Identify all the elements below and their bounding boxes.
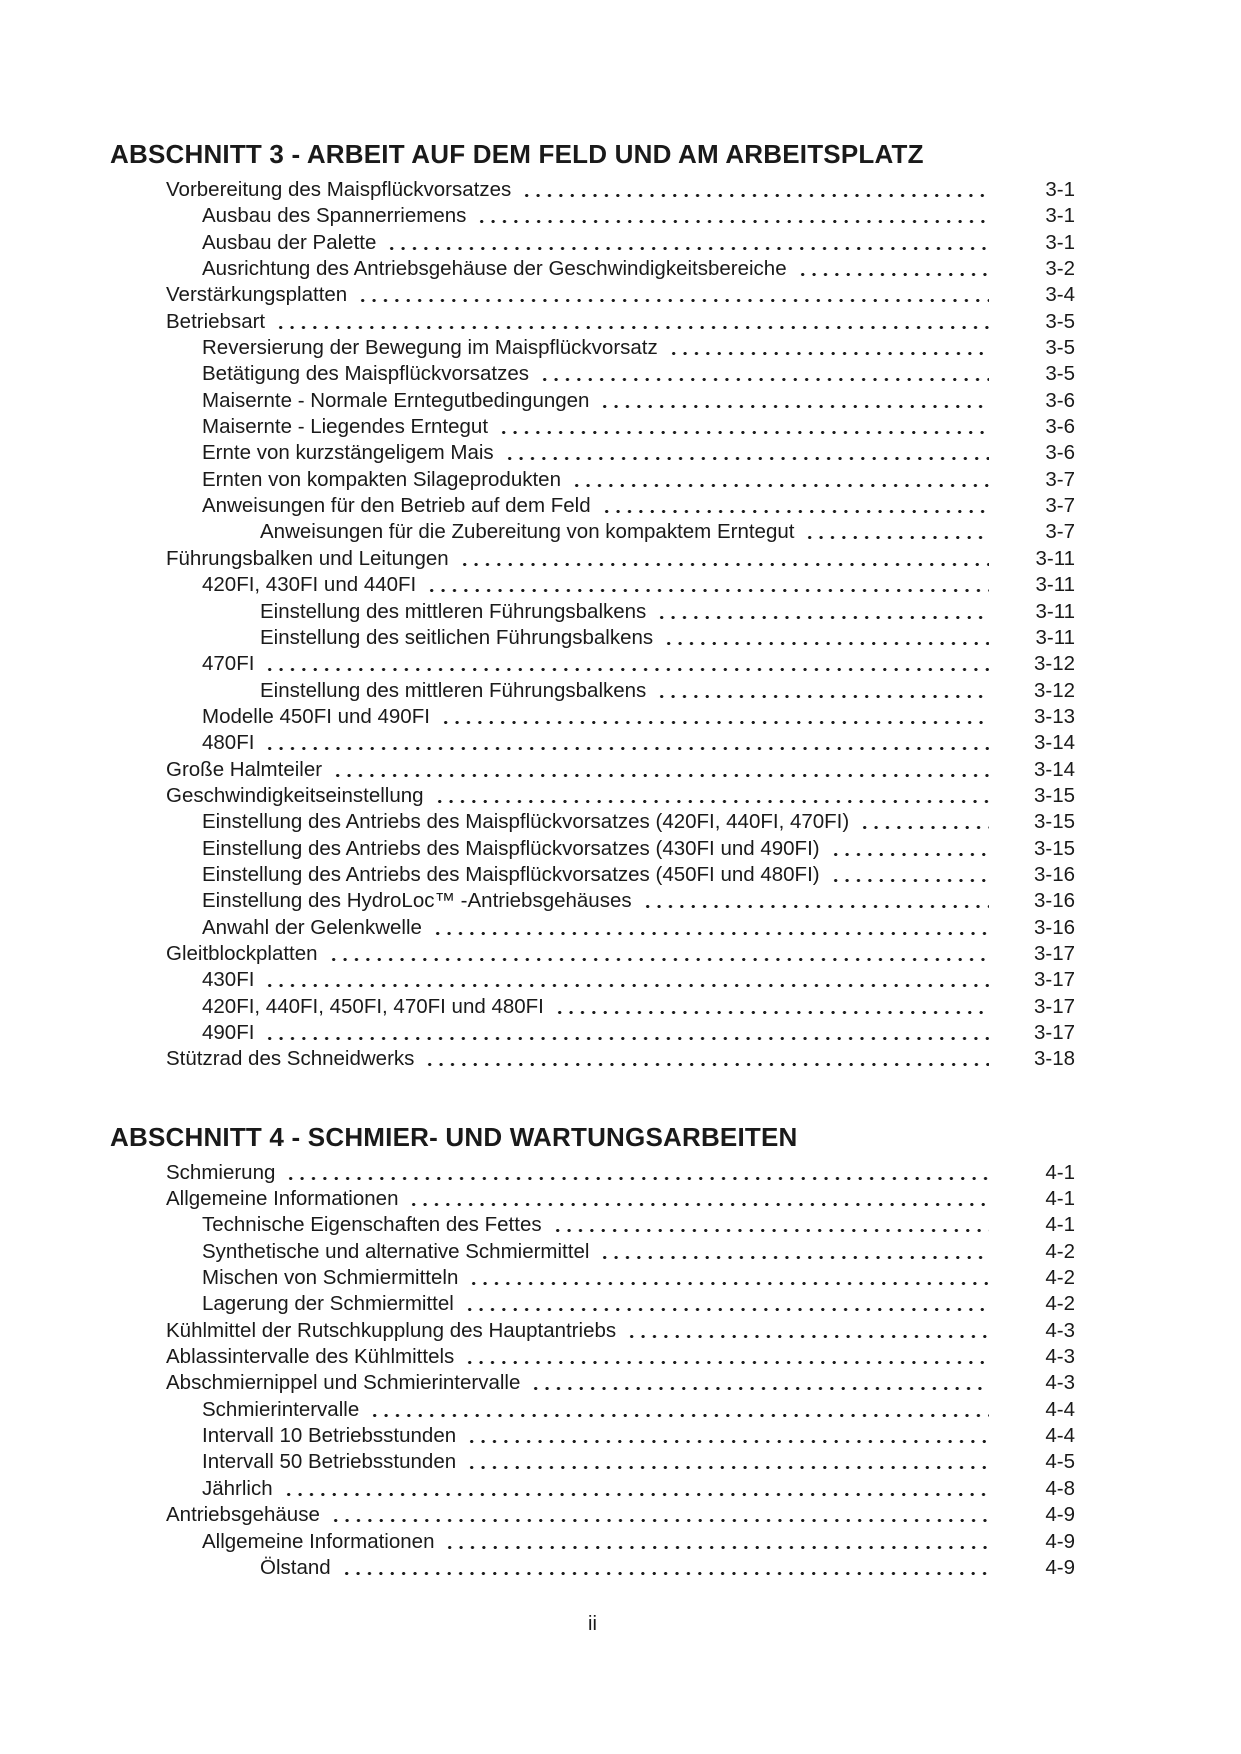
- toc-entry: [110, 230, 1075, 256]
- toc-entry: [110, 203, 1075, 229]
- toc-entry-page: 4-3: [1045, 1345, 1075, 1369]
- dot-leader: [803, 519, 989, 545]
- toc-entry-label: Ausrichtung des Antriebsgehäuse der Geschwindigkeitsbereiche: [202, 257, 787, 281]
- toc-entry-label: Jährlich: [202, 1476, 273, 1500]
- dot-leader: [329, 1502, 989, 1528]
- dot-leader: [425, 572, 989, 598]
- toc-entry-label: Einstellung des Antriebs des Maispflückvorsatzes (430FI und 490FI): [202, 836, 820, 860]
- toc-entry: [110, 335, 1075, 361]
- toc-entry-label: Anwahl der Gelenkwelle: [202, 915, 422, 939]
- dot-leader: [284, 1160, 989, 1186]
- toc-entry-page: 3-14: [1033, 731, 1075, 755]
- toc-entry-label: 420FI, 430FI und 440FI: [202, 573, 417, 597]
- toc-entry-page: 4-9: [1045, 1529, 1075, 1553]
- dot-leader: [463, 1344, 989, 1370]
- toc-entry-page: 4-9: [1045, 1555, 1075, 1579]
- dot-leader: [439, 704, 989, 730]
- toc-entry-label: Einstellung des mittleren Führungsbalkens: [260, 678, 647, 702]
- toc-entry-page: 3-17: [1033, 994, 1075, 1018]
- toc-entry-label: Einstellung des seitlichen Führungsbalkens: [260, 625, 654, 649]
- toc-entry-label: Abschmiernippel und Schmierintervalle: [166, 1371, 521, 1395]
- dot-leader: [475, 203, 989, 229]
- toc-entry-label: 490FI: [202, 1021, 255, 1044]
- toc-entry-page: 3-1: [1045, 204, 1075, 228]
- toc-entry: [110, 1370, 1075, 1396]
- toc-entry-label: 480FI: [202, 731, 255, 755]
- toc-entry-label: Ölstand: [260, 1555, 331, 1579]
- toc-entry-page: 3-7: [1045, 467, 1075, 491]
- toc-entry-label: Einstellung des HydroLoc™ -Antriebsgehäuses: [202, 889, 632, 913]
- toc-entry: [110, 1212, 1075, 1238]
- toc-entry-page: 3-13: [1033, 704, 1075, 728]
- toc-entry-page: 3-12: [1033, 678, 1075, 702]
- toc-entry-page: 3-18: [1033, 1047, 1075, 1071]
- toc-entry: [110, 493, 1075, 519]
- toc-entry-label: Einstellung des mittleren Führungsbalkens: [260, 599, 647, 623]
- toc-entry-page: 3-15: [1033, 783, 1075, 807]
- toc-entry-page: 3-5: [1045, 336, 1075, 360]
- toc-entry: [110, 519, 1075, 545]
- toc-entry: [110, 836, 1075, 862]
- dot-leader: [368, 1397, 989, 1423]
- dot-leader: [263, 730, 989, 756]
- toc-sections: [110, 138, 1075, 1581]
- toc-entry: [110, 1265, 1075, 1291]
- toc-entry-page: 3-4: [1045, 283, 1075, 307]
- toc-entry-page: 3-7: [1045, 520, 1075, 544]
- dot-leader: [520, 177, 989, 203]
- toc-entry: [110, 1046, 1075, 1072]
- dot-leader: [356, 282, 989, 308]
- toc-entry: [110, 783, 1075, 809]
- toc-entry: [110, 967, 1075, 993]
- toc-entry-label: Antriebsgehäuse: [166, 1503, 320, 1527]
- toc-entry: [110, 361, 1075, 387]
- toc-entry-list: [110, 1160, 1075, 1582]
- toc-entry-label: Kühlmittel der Rutschkupplung des Hauptantriebs: [166, 1318, 617, 1342]
- dot-leader: [655, 678, 989, 704]
- toc-entry-page: 4-9: [1045, 1503, 1075, 1527]
- toc-entry-label: Stützrad des Schneidwerks: [166, 1047, 415, 1071]
- toc-entry-label: Ausbau der Palette: [202, 230, 377, 254]
- toc-entry: [110, 1020, 1075, 1046]
- dot-leader: [340, 1555, 989, 1581]
- dot-leader: [598, 1239, 989, 1265]
- toc-entry: [110, 309, 1075, 335]
- toc-entry-page: 4-2: [1045, 1266, 1075, 1290]
- toc-entry-label: Einstellung des Antriebs des Maispflückvorsatzes (450FI und 480FI): [202, 862, 820, 886]
- dot-leader: [503, 440, 989, 466]
- toc-entry-label: Betätigung des Maispflückvorsatzes: [202, 362, 530, 386]
- dot-leader: [829, 836, 989, 862]
- toc-entry: [110, 757, 1075, 783]
- toc-entry: [110, 1291, 1075, 1317]
- dot-leader: [263, 1020, 989, 1046]
- dot-leader: [327, 941, 989, 967]
- toc-entry-page: 4-2: [1045, 1292, 1075, 1316]
- toc-entry: [110, 1318, 1075, 1344]
- dot-leader: [463, 1291, 989, 1317]
- toc-entry-label: Vorbereitung des Maispflückvorsatzes: [166, 178, 512, 201]
- toc-entry-page: 4-2: [1045, 1239, 1075, 1263]
- toc-entry-page: 3-1: [1045, 230, 1075, 254]
- toc-entry-label: Synthetische und alternative Schmiermittel: [202, 1239, 590, 1263]
- toc-entry-label: Intervall 50 Betriebsstunden: [202, 1450, 457, 1474]
- dot-leader: [829, 862, 989, 888]
- dot-leader: [598, 388, 989, 414]
- toc-entry-label: Gleitblockplatten: [166, 941, 318, 965]
- toc-entry: [110, 1529, 1075, 1555]
- toc-entry: [110, 1423, 1075, 1449]
- toc-section: [110, 1121, 1075, 1582]
- toc-entry-page: 3-12: [1033, 652, 1075, 676]
- toc-entry-label: 420FI, 440FI, 450FI, 470FI und 480FI: [202, 994, 544, 1018]
- toc-entry-page: 4-1: [1045, 1213, 1075, 1237]
- dot-leader: [274, 309, 989, 335]
- toc-entry-label: Anweisungen für den Betrieb auf dem Feld: [202, 494, 591, 518]
- toc-entry-label: Modelle 450FI und 490FI: [202, 704, 430, 728]
- toc-entry: [110, 915, 1075, 941]
- toc-entry-page: 4-4: [1045, 1424, 1075, 1448]
- toc-entry-page: 4-4: [1045, 1397, 1075, 1421]
- toc-entry-label: Schmierung: [166, 1160, 276, 1184]
- toc-entry-label: Ausbau des Spannerriemens: [202, 204, 467, 228]
- dot-leader: [465, 1423, 989, 1449]
- toc-entry-page: 3-15: [1033, 810, 1075, 834]
- toc-entry: [110, 1239, 1075, 1265]
- dot-leader: [282, 1476, 989, 1502]
- dot-leader: [433, 783, 989, 809]
- toc-entry-label: Reversierung der Bewegung im Maispflückvorsatz: [202, 336, 658, 360]
- toc-entry: [110, 888, 1075, 914]
- toc-entry-label: Technische Eigenschaften des Fettes: [202, 1213, 542, 1237]
- dot-leader: [263, 651, 989, 677]
- dot-leader: [655, 599, 989, 625]
- toc-entry: [110, 467, 1075, 493]
- toc-entry-page: 3-17: [1033, 968, 1075, 992]
- toc-entry-page: 3-14: [1033, 757, 1075, 781]
- toc-entry-page: 4-1: [1045, 1187, 1075, 1211]
- dot-leader: [331, 757, 989, 783]
- toc-entry-page: 3-5: [1045, 362, 1075, 386]
- toc-entry-page: 3-5: [1045, 309, 1075, 333]
- toc-entry: [110, 1344, 1075, 1370]
- toc-entry-page: 3-11: [1035, 546, 1075, 570]
- toc-entry-label: 470FI: [202, 652, 255, 676]
- toc-entry-label: 430FI: [202, 968, 255, 992]
- toc-entry-page: 4-8: [1045, 1476, 1075, 1500]
- toc-entry-page: 3-16: [1033, 915, 1075, 939]
- toc-entry-label: Mischen von Schmiermitteln: [202, 1266, 459, 1290]
- toc-entry-page: 3-17: [1033, 1021, 1075, 1044]
- toc-entry-page: 3-6: [1045, 441, 1075, 465]
- toc-entry-label: Anweisungen für die Zubereitung von kompaktem Erntegut: [260, 520, 795, 544]
- toc-section: [110, 138, 1075, 1073]
- toc-entry: [110, 282, 1075, 308]
- toc-entry: [110, 862, 1075, 888]
- toc-entry-label: Lagerung der Schmiermittel: [202, 1292, 454, 1316]
- section-title: ABSCHNITT 3 - ARBEIT AUF DEM FELD UND AM ARBEITSPLATZ: [110, 139, 924, 169]
- toc-entry: [110, 651, 1075, 677]
- toc-entry: [110, 678, 1075, 704]
- toc-entry-label: Führungsbalken und Leitungen: [166, 546, 449, 570]
- dot-leader: [431, 915, 989, 941]
- toc-entry: [110, 256, 1075, 282]
- dot-leader: [465, 1449, 989, 1475]
- toc-entry-label: Große Halmteiler: [166, 757, 323, 781]
- toc-entry: [110, 1555, 1075, 1581]
- toc-entry: [110, 388, 1075, 414]
- toc-entry-page: 3-6: [1045, 388, 1075, 412]
- dot-leader: [407, 1186, 989, 1212]
- toc-entry: [110, 440, 1075, 466]
- toc-entry-page: 4-5: [1045, 1450, 1075, 1474]
- toc-entry: [110, 730, 1075, 756]
- toc-entry: [110, 599, 1075, 625]
- toc-entry-page: 4-3: [1045, 1318, 1075, 1342]
- toc-entry-page: 3-16: [1033, 889, 1075, 913]
- toc-entry-page: 3-11: [1035, 625, 1075, 649]
- toc-entry-page: 3-11: [1035, 573, 1075, 597]
- dot-leader: [641, 888, 989, 914]
- toc-entry-label: Maisernte - Liegendes Erntegut: [202, 415, 489, 439]
- toc-entry: [110, 625, 1075, 651]
- toc-entry-label: Ernten von kompakten Silageprodukten: [202, 467, 561, 491]
- dot-leader: [458, 546, 989, 572]
- toc-entry-label: Schmierintervalle: [202, 1397, 360, 1421]
- toc-entry-label: Allgemeine Informationen: [202, 1529, 435, 1553]
- toc-entry: [110, 809, 1075, 835]
- toc-entry: [110, 1449, 1075, 1475]
- dot-leader: [662, 625, 989, 651]
- toc-entry-page: 3-7: [1045, 494, 1075, 518]
- dot-leader: [553, 994, 989, 1020]
- toc-entry: [110, 1186, 1075, 1212]
- toc-entry: [110, 1476, 1075, 1502]
- toc-entry-label: Ablassintervalle des Kühlmittels: [166, 1345, 455, 1369]
- toc-entry-page: 4-3: [1045, 1371, 1075, 1395]
- toc-entry-label: Verstärkungsplatten: [166, 283, 348, 307]
- toc-entry-page: 3-11: [1035, 599, 1075, 623]
- dot-leader: [625, 1318, 989, 1344]
- dot-leader: [385, 230, 989, 256]
- toc-entry-page: 4-1: [1045, 1160, 1075, 1184]
- toc-entry: [110, 994, 1075, 1020]
- toc-entry-page: 3-17: [1033, 941, 1075, 965]
- dot-leader: [529, 1370, 989, 1396]
- toc-entry: [110, 941, 1075, 967]
- toc-entry-label: Betriebsart: [166, 309, 266, 333]
- dot-leader: [467, 1265, 989, 1291]
- toc-entry-label: Maisernte - Normale Erntegutbedingungen: [202, 388, 590, 412]
- dot-leader: [497, 414, 989, 440]
- dot-leader: [263, 967, 989, 993]
- section-title: ABSCHNITT 4 - SCHMIER- UND WARTUNGSARBEITEN: [110, 1121, 798, 1152]
- toc-entry: [110, 572, 1075, 598]
- toc-entry: [110, 1160, 1075, 1186]
- dot-leader: [796, 256, 989, 282]
- toc-entry: [110, 414, 1075, 440]
- toc-entry-label: Allgemeine Informationen: [166, 1187, 399, 1211]
- toc-entry-label: Einstellung des Antriebs des Maispflückvorsatzes (420FI, 440FI, 470FI): [202, 810, 850, 834]
- toc-entry-label: Geschwindigkeitseinstellung: [166, 783, 424, 807]
- dot-leader: [538, 361, 989, 387]
- toc-entry-page: 3-15: [1033, 836, 1075, 860]
- toc-entry-list: [110, 177, 1075, 1073]
- toc-entry-page: 3-2: [1045, 257, 1075, 281]
- toc-entry-label: Intervall 10 Betriebsstunden: [202, 1424, 457, 1448]
- dot-leader: [551, 1212, 989, 1238]
- toc-entry-page: 3-16: [1033, 862, 1075, 886]
- dot-leader: [858, 809, 989, 835]
- toc-entry-page: 3-1: [1045, 178, 1075, 201]
- dot-leader: [667, 335, 989, 361]
- dot-leader: [443, 1529, 989, 1555]
- dot-leader: [600, 493, 989, 519]
- toc-entry-label: Ernte von kurzstängeligem Mais: [202, 441, 494, 465]
- page-number-footer: ii: [588, 1613, 597, 1635]
- toc-entry: [110, 546, 1075, 572]
- dot-leader: [570, 467, 989, 493]
- toc-entry: [110, 1502, 1075, 1528]
- toc-entry: [110, 1397, 1075, 1423]
- dot-leader: [423, 1046, 989, 1072]
- toc-entry: [110, 177, 1075, 203]
- toc-entry: [110, 704, 1075, 730]
- toc-entry-page: 3-6: [1045, 415, 1075, 439]
